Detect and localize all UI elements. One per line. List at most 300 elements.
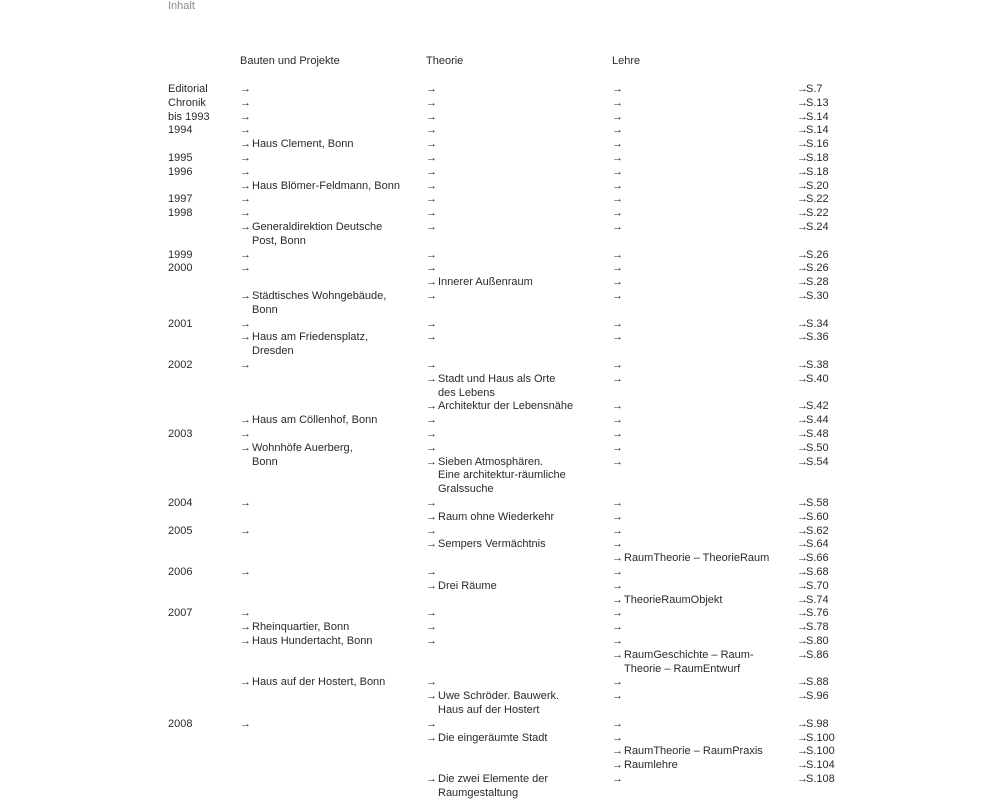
bauten-entry[interactable]	[240, 180, 400, 194]
lehre-entry[interactable]	[612, 166, 624, 180]
arrow-icon: →	[426, 124, 437, 137]
lehre-entry[interactable]	[612, 690, 624, 704]
page-ref[interactable]	[797, 676, 829, 690]
arrow-icon: →	[612, 414, 623, 427]
arrow-icon: →	[612, 331, 623, 344]
lehre-entry[interactable]	[612, 773, 624, 787]
arrow-icon: →	[426, 138, 437, 151]
lehre-entry[interactable]	[612, 511, 624, 525]
bauten-entry[interactable]	[240, 635, 372, 649]
year-label: 2000	[168, 262, 193, 275]
page-number: S.54	[806, 455, 829, 468]
arrow-icon: →	[612, 717, 623, 730]
page-number: S.14	[806, 110, 829, 123]
header-theorie: Theorie	[426, 55, 464, 67]
page-ref[interactable]	[797, 552, 829, 566]
page-ref[interactable]	[797, 525, 829, 539]
page-ref[interactable]	[797, 538, 829, 552]
bauten-entry[interactable]	[240, 607, 252, 621]
arrow-icon: →	[612, 317, 623, 330]
theorie-entry[interactable]	[426, 83, 438, 97]
arrow-icon: →	[426, 497, 437, 509]
arrow-icon: →	[797, 96, 808, 109]
page-number: S.36	[806, 331, 829, 344]
entry-label: Sieben Atmosphären.	[438, 455, 544, 468]
bauten-entry[interactable]	[240, 621, 349, 635]
lehre-entry[interactable]	[612, 180, 624, 194]
arrow-icon: →	[797, 276, 808, 289]
bauten-entry[interactable]	[240, 428, 252, 442]
lehre-entry[interactable]	[612, 83, 624, 97]
arrow-icon: →	[240, 207, 251, 220]
year-label: 2005	[168, 524, 193, 537]
page-ref[interactable]	[797, 276, 829, 290]
bauten-entry[interactable]	[240, 111, 252, 125]
bauten-entry[interactable]	[240, 207, 252, 221]
theorie-entry[interactable]	[426, 359, 438, 373]
arrow-icon: →	[612, 621, 623, 634]
bauten-entry[interactable]	[240, 83, 252, 97]
theorie-entry[interactable]	[426, 373, 555, 387]
page-ref[interactable]	[797, 594, 829, 608]
page-ref[interactable]	[797, 718, 829, 732]
arrow-icon: →	[240, 96, 251, 109]
arrow-icon: →	[797, 428, 808, 440]
lehre-entry[interactable]	[612, 276, 624, 290]
arrow-icon: →	[797, 538, 808, 551]
page-number: S.104	[806, 759, 835, 772]
lehre-entry[interactable]	[612, 594, 722, 608]
page-number: S.16	[806, 138, 829, 151]
arrow-icon: →	[612, 83, 623, 95]
lehre-entry[interactable]	[612, 497, 624, 511]
theorie-entry[interactable]	[426, 538, 546, 552]
bauten-entry[interactable]	[240, 235, 306, 249]
lehre-entry[interactable]	[612, 124, 624, 138]
arrow-icon: →	[797, 207, 808, 220]
theorie-entry[interactable]	[426, 690, 559, 704]
entry-label: TheorieRaumObjekt	[624, 593, 723, 606]
theorie-entry[interactable]	[426, 773, 548, 787]
page-ref[interactable]	[797, 262, 829, 276]
lehre-entry[interactable]	[612, 331, 624, 345]
entry-label: Wohnhöfe Auerberg,	[252, 441, 353, 454]
arrow-icon: →	[612, 207, 623, 220]
arrow-icon: →	[612, 579, 623, 592]
entry-label: Uwe Schröder. Bauwerk.	[438, 690, 560, 703]
year-label: 2007	[168, 607, 193, 620]
bauten-entry[interactable]	[240, 345, 294, 359]
page-number: S.26	[806, 248, 829, 261]
lehre-entry[interactable]	[612, 97, 624, 111]
arrow-icon: →	[426, 317, 437, 330]
page-number: S.108	[806, 773, 835, 785]
theorie-entry[interactable]	[426, 469, 566, 483]
bauten-entry[interactable]	[240, 676, 385, 690]
entry-label: Haus am Cöllenhof, Bonn	[252, 414, 378, 427]
page-ref[interactable]	[797, 649, 829, 663]
arrow-icon: →	[612, 566, 623, 578]
lehre-entry[interactable]	[612, 193, 624, 207]
entry-label: des Lebens	[438, 386, 495, 399]
page-number: S.78	[806, 621, 829, 634]
page-number: S.60	[806, 510, 829, 523]
arrow-icon: →	[426, 690, 437, 703]
arrow-icon: →	[426, 607, 437, 620]
theorie-entry[interactable]	[426, 331, 438, 345]
bauten-entry[interactable]	[240, 414, 377, 428]
page-ref[interactable]	[797, 607, 829, 621]
theorie-entry[interactable]	[426, 290, 438, 304]
page-ref[interactable]	[797, 690, 829, 704]
arrow-icon: →	[612, 221, 623, 233]
page-number: S.18	[806, 165, 829, 178]
page-ref[interactable]	[797, 373, 829, 387]
theorie-entry[interactable]	[426, 166, 438, 180]
page-number: S.100	[806, 731, 835, 744]
theorie-entry[interactable]	[426, 262, 438, 276]
arrow-icon: →	[797, 497, 808, 509]
arrow-icon: →	[797, 510, 808, 523]
page-ref[interactable]	[797, 207, 829, 221]
header-lehre: Lehre	[612, 55, 641, 67]
arrow-icon: →	[240, 428, 251, 440]
entry-label: Gralssuche	[438, 483, 494, 496]
page-ref[interactable]	[797, 124, 829, 138]
page-ref[interactable]	[797, 400, 829, 414]
entry-label: Eine architektur-räumliche	[438, 469, 566, 482]
arrow-icon: →	[426, 372, 437, 385]
theorie-entry[interactable]	[426, 676, 438, 690]
bauten-entry[interactable]	[240, 497, 252, 511]
page-ref[interactable]	[797, 635, 829, 649]
arrow-icon: →	[426, 566, 437, 578]
page-number: S.96	[806, 690, 829, 703]
page-ref[interactable]	[797, 221, 829, 235]
page-ref[interactable]	[797, 97, 829, 111]
theorie-entry[interactable]	[426, 511, 554, 525]
bauten-entry[interactable]	[240, 97, 252, 111]
arrow-icon: →	[426, 193, 437, 206]
theorie-entry[interactable]	[426, 580, 497, 594]
page-number: S.24	[806, 221, 829, 233]
lehre-entry[interactable]	[612, 262, 624, 276]
entry-label: Sempers Vermächtnis	[438, 538, 546, 551]
arrow-icon: →	[426, 717, 437, 730]
arrow-icon: →	[426, 207, 437, 220]
page-ref[interactable]	[797, 511, 829, 525]
page-ref[interactable]	[797, 414, 829, 428]
page-ref[interactable]	[797, 566, 829, 580]
arrow-icon: →	[797, 773, 808, 785]
page-title: Inhalt	[168, 0, 195, 12]
page-ref[interactable]	[797, 759, 835, 773]
year-label: bis 1993	[168, 110, 210, 123]
lehre-entry[interactable]	[612, 456, 624, 470]
arrow-icon: →	[797, 221, 808, 233]
page-ref[interactable]	[797, 456, 829, 470]
arrow-icon: →	[797, 290, 808, 302]
page-number: S.68	[806, 566, 829, 578]
arrow-icon: →	[612, 110, 623, 123]
lehre-entry[interactable]	[612, 207, 624, 221]
theorie-entry[interactable]	[426, 207, 438, 221]
lehre-entry[interactable]	[612, 525, 624, 539]
page-ref[interactable]	[797, 773, 835, 787]
arrow-icon: →	[797, 455, 808, 468]
arrow-icon: →	[240, 331, 251, 344]
lehre-entry[interactable]	[612, 138, 624, 152]
lehre-entry[interactable]	[612, 732, 624, 746]
page-ref[interactable]	[797, 745, 835, 759]
arrow-icon: →	[426, 524, 437, 537]
page-number: S.58	[806, 497, 829, 509]
bauten-entry[interactable]	[240, 456, 278, 470]
arrow-icon: →	[797, 676, 808, 689]
bauten-entry[interactable]	[240, 290, 386, 304]
lehre-entry[interactable]	[612, 607, 624, 621]
lehre-entry[interactable]	[612, 745, 763, 759]
bauten-entry[interactable]	[240, 442, 353, 456]
bauten-entry[interactable]	[240, 152, 252, 166]
theorie-entry[interactable]	[426, 249, 438, 263]
arrow-icon: →	[240, 248, 251, 261]
page-ref[interactable]	[797, 290, 829, 304]
theorie-entry[interactable]	[426, 704, 540, 718]
theorie-entry[interactable]	[426, 442, 438, 456]
entry-label: Die eingeräumte Stadt	[438, 731, 548, 744]
theorie-entry[interactable]	[426, 193, 438, 207]
entry-label: Haus auf der Hostert, Bonn	[252, 676, 386, 689]
bauten-entry[interactable]	[240, 221, 382, 235]
arrow-icon: →	[612, 138, 623, 151]
lehre-entry[interactable]	[612, 221, 624, 235]
theorie-entry[interactable]	[426, 718, 438, 732]
page-number: S.18	[806, 152, 829, 164]
arrow-icon: →	[240, 497, 251, 509]
page-ref[interactable]	[797, 152, 829, 166]
page-ref[interactable]	[797, 138, 829, 152]
page-number: S.100	[806, 745, 835, 758]
arrow-icon: →	[426, 359, 437, 371]
arrow-icon: →	[240, 317, 251, 330]
page-ref[interactable]	[797, 249, 829, 263]
arrow-icon: →	[612, 731, 623, 744]
lehre-entry[interactable]	[612, 400, 624, 414]
arrow-icon: →	[240, 676, 251, 689]
page-ref[interactable]	[797, 621, 829, 635]
theorie-entry[interactable]	[426, 318, 438, 332]
arrow-icon: →	[612, 290, 623, 302]
lehre-entry[interactable]	[612, 635, 624, 649]
bauten-entry[interactable]	[240, 359, 252, 373]
arrow-icon: →	[240, 524, 251, 537]
lehre-entry[interactable]	[612, 649, 754, 663]
arrow-icon: →	[426, 510, 437, 523]
bauten-entry[interactable]	[240, 138, 354, 152]
arrow-icon: →	[426, 414, 437, 427]
entry-label: Raum ohne Wiederkehr	[438, 510, 555, 523]
page-number: S.70	[806, 579, 829, 592]
page-ref[interactable]	[797, 111, 829, 125]
theorie-entry[interactable]	[426, 414, 438, 428]
year-label: 2003	[168, 428, 193, 440]
arrow-icon: →	[612, 745, 623, 758]
arrow-icon: →	[426, 428, 437, 440]
arrow-icon: →	[797, 759, 808, 772]
entry-label: Raumlehre	[624, 759, 678, 772]
bauten-entry[interactable]	[240, 566, 252, 580]
page-number: S.80	[806, 635, 829, 647]
arrow-icon: →	[426, 635, 437, 647]
lehre-entry[interactable]	[612, 442, 624, 456]
arrow-icon: →	[797, 193, 808, 206]
bauten-entry[interactable]	[240, 525, 252, 539]
page-ref[interactable]	[797, 442, 829, 456]
lehre-entry[interactable]	[612, 318, 624, 332]
lehre-entry[interactable]	[612, 152, 624, 166]
theorie-entry[interactable]	[426, 400, 573, 414]
arrow-icon: →	[797, 152, 808, 164]
lehre-entry[interactable]	[612, 718, 624, 732]
page-ref[interactable]	[797, 166, 829, 180]
page-ref[interactable]	[797, 580, 829, 594]
page-number: S.44	[806, 414, 829, 427]
lehre-entry[interactable]	[612, 111, 624, 125]
theorie-entry[interactable]	[426, 525, 438, 539]
lehre-entry[interactable]	[612, 249, 624, 263]
theorie-entry[interactable]	[426, 180, 438, 194]
theorie-entry[interactable]	[426, 124, 438, 138]
arrow-icon: →	[240, 221, 251, 233]
lehre-entry[interactable]	[612, 621, 624, 635]
theorie-entry[interactable]	[426, 387, 495, 401]
theorie-entry[interactable]	[426, 483, 494, 497]
arrow-icon: →	[426, 165, 437, 178]
lehre-entry[interactable]	[612, 663, 740, 677]
page-number: S.74	[806, 593, 829, 606]
page-number: S.98	[806, 717, 829, 730]
arrow-icon: →	[240, 607, 251, 620]
lehre-entry[interactable]	[612, 359, 624, 373]
bauten-entry[interactable]	[240, 331, 368, 345]
theorie-entry[interactable]	[426, 566, 438, 580]
arrow-icon: →	[797, 248, 808, 261]
theorie-entry[interactable]	[426, 221, 438, 235]
lehre-entry[interactable]	[612, 538, 624, 552]
entry-label: Architektur der Lebensnähe	[438, 400, 574, 413]
page-ref[interactable]	[797, 331, 829, 345]
bauten-entry[interactable]	[240, 262, 252, 276]
arrow-icon: →	[240, 566, 251, 578]
arrow-icon: →	[612, 152, 623, 164]
bauten-entry[interactable]	[240, 249, 252, 263]
theorie-entry[interactable]	[426, 428, 438, 442]
page-ref[interactable]	[797, 180, 829, 194]
theorie-entry[interactable]	[426, 497, 438, 511]
entry-label: Innerer Außenraum	[438, 276, 533, 289]
arrow-icon: →	[426, 331, 437, 344]
entry-label: Dresden	[252, 345, 294, 358]
lehre-entry[interactable]	[612, 580, 624, 594]
arrow-icon: →	[426, 400, 437, 413]
year-label: 2001	[168, 317, 193, 330]
arrow-icon: →	[612, 552, 623, 565]
theorie-entry[interactable]	[426, 787, 518, 801]
arrow-icon: →	[797, 83, 808, 95]
page-ref[interactable]	[797, 318, 829, 332]
entry-label: Raumgestaltung	[438, 786, 519, 799]
theorie-entry[interactable]	[426, 456, 543, 470]
page-number: S.38	[806, 359, 829, 371]
page-number: S.7	[806, 83, 823, 95]
theorie-entry[interactable]	[426, 621, 438, 635]
theorie-entry[interactable]	[426, 152, 438, 166]
page-number: S.66	[806, 552, 829, 565]
arrow-icon: →	[797, 317, 808, 330]
page-ref[interactable]	[797, 193, 829, 207]
lehre-entry[interactable]	[612, 676, 624, 690]
page-ref[interactable]	[797, 359, 829, 373]
arrow-icon: →	[612, 497, 623, 509]
lehre-entry[interactable]	[612, 428, 624, 442]
theorie-entry[interactable]	[426, 111, 438, 125]
bauten-entry[interactable]	[240, 124, 252, 138]
lehre-entry[interactable]	[612, 373, 624, 387]
bauten-entry[interactable]	[240, 304, 278, 318]
arrow-icon: →	[797, 414, 808, 427]
page-ref[interactable]	[797, 497, 829, 511]
bauten-entry[interactable]	[240, 718, 252, 732]
lehre-entry[interactable]	[612, 566, 624, 580]
entry-label: Rheinquartier, Bonn	[252, 621, 350, 634]
arrow-icon: →	[797, 607, 808, 620]
arrow-icon: →	[426, 96, 437, 109]
page-ref[interactable]	[797, 83, 823, 97]
page-number: S.28	[806, 276, 829, 289]
arrow-icon: →	[426, 83, 437, 95]
bauten-entry[interactable]	[240, 193, 252, 207]
theorie-entry[interactable]	[426, 276, 533, 290]
arrow-icon: →	[612, 607, 623, 620]
arrow-icon: →	[240, 138, 251, 151]
entry-label: Die zwei Elemente der	[438, 773, 549, 785]
arrow-icon: →	[612, 179, 623, 192]
arrow-icon: →	[797, 593, 808, 606]
theorie-entry[interactable]	[426, 607, 438, 621]
arrow-icon: →	[612, 96, 623, 109]
theorie-entry[interactable]	[426, 97, 438, 111]
lehre-entry[interactable]	[612, 414, 624, 428]
arrow-icon: →	[797, 690, 808, 703]
arrow-icon: →	[612, 538, 623, 551]
page-ref[interactable]	[797, 428, 829, 442]
bauten-entry[interactable]	[240, 318, 252, 332]
arrow-icon: →	[240, 124, 251, 137]
lehre-entry[interactable]	[612, 290, 624, 304]
arrow-icon: →	[426, 676, 437, 689]
theorie-entry[interactable]	[426, 138, 438, 152]
page-ref[interactable]	[797, 732, 835, 746]
lehre-entry[interactable]	[612, 759, 678, 773]
lehre-entry[interactable]	[612, 552, 769, 566]
page-number: S.86	[806, 648, 829, 661]
theorie-entry[interactable]	[426, 732, 547, 746]
entry-label: Generaldirektion Deutsche	[252, 221, 383, 233]
arrow-icon: →	[612, 648, 623, 661]
bauten-entry[interactable]	[240, 166, 252, 180]
theorie-entry[interactable]	[426, 635, 438, 649]
